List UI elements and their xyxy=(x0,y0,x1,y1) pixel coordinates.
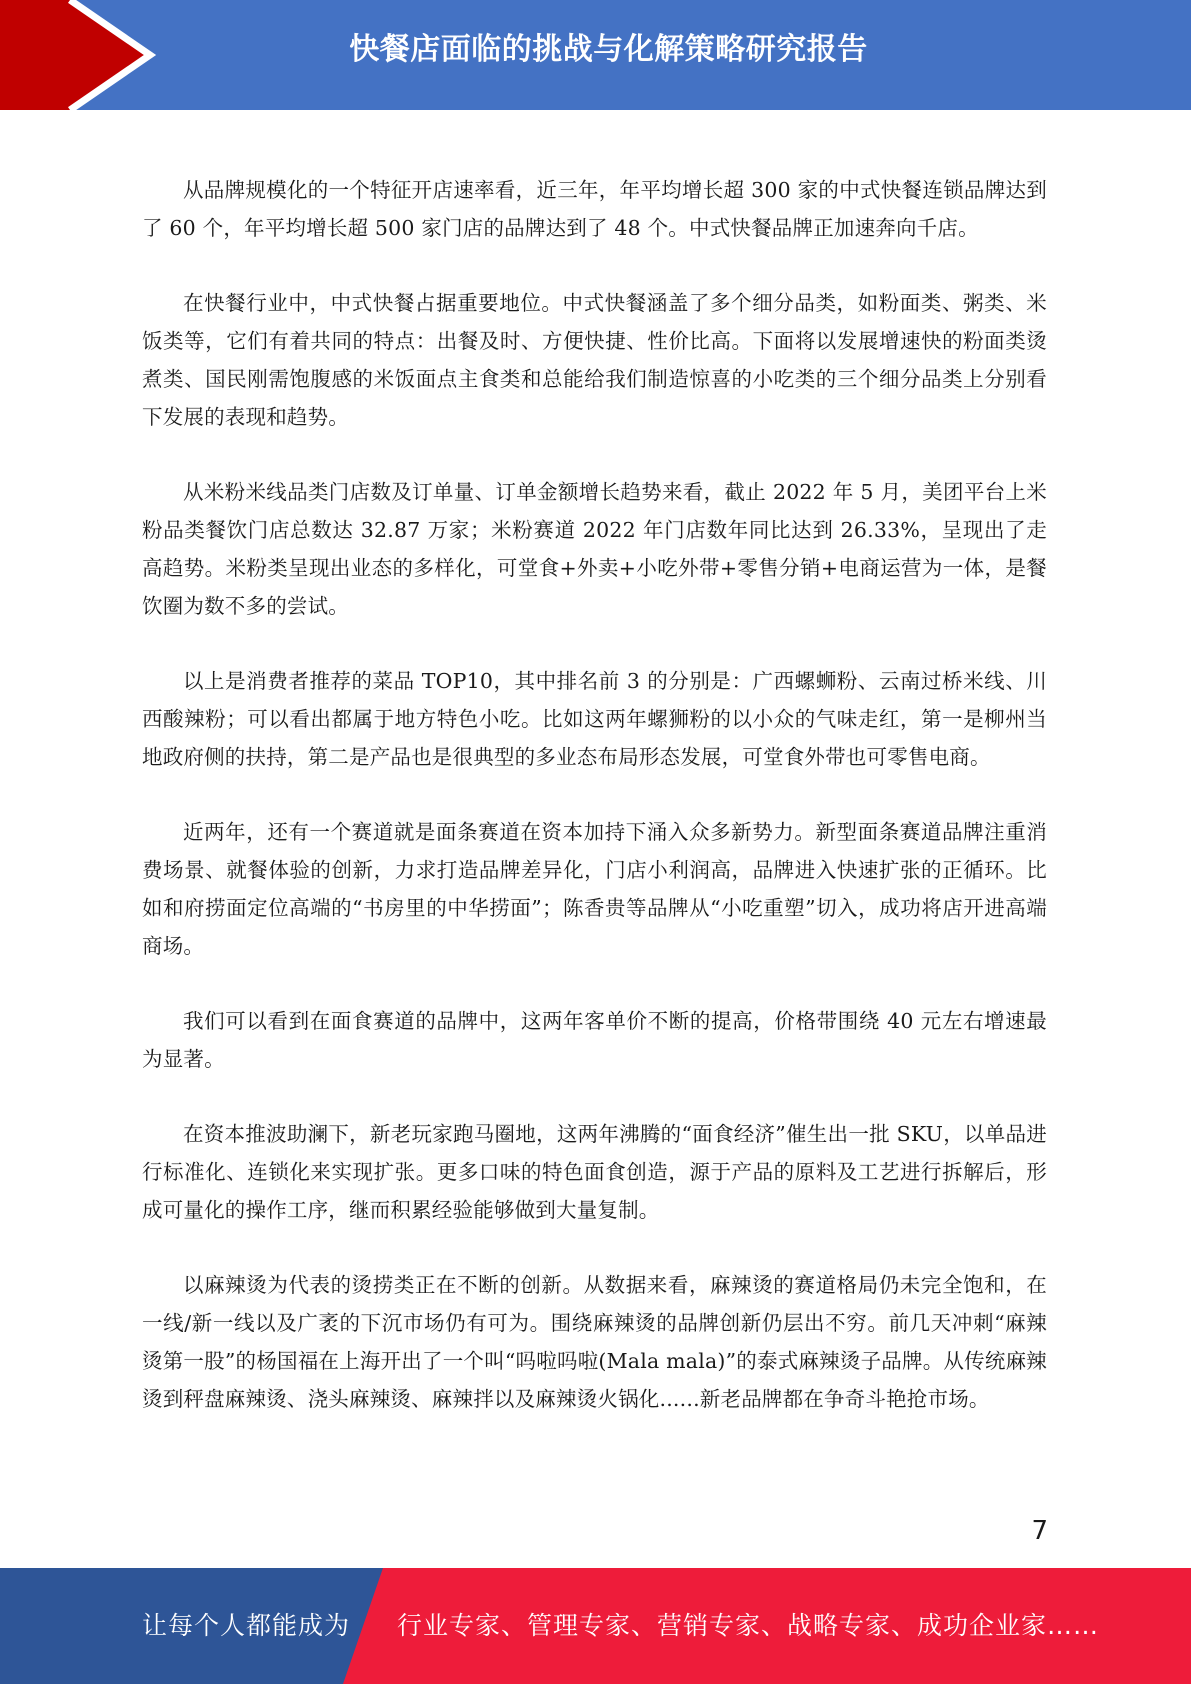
paragraph: 在快餐行业中，中式快餐占据重要地位。中式快餐涵盖了多个细分品类，如粉面类、粥类、米饭类等，它们有着共同的特点：出餐及时、方便快捷、性价比高。下面将以发展增速快的粉面类烫煮类、国民刚需饱腹感的米饭面点主食类和总能给我们制造惊喜的小吃类的三个细分品类上分别看下发展的表现和趋势。 xyxy=(142,291,1047,429)
paragraph: 我们可以看到在面食赛道的品牌中，这两年客单价不断的提高，价格带围绕 40 元左右增速最为显著。 xyxy=(142,1009,1047,1071)
paragraph: 在资本推波助澜下，新老玩家跑马圈地，这两年沸腾的“面食经济”催生出一批 SKU，以单品进行标准化、连锁化来实现扩张。更多口味的特色面食创造，源于产品的原料及工艺进行拆解后，形成可量化的操作工序，继而积累经验能够做到大量复制。 xyxy=(142,1122,1047,1222)
report-body xyxy=(142,171,1047,1455)
paragraph: 从米粉米线品类门店数及订单量、订单金额增长趋势来看，截止 2022 年 5 月，美团平台上米粉品类餐饮门店总数达 32.87 万家；米粉赛道 2022 年门店数年同比达到 26.33%，呈现出了走高趋势。米粉类呈现出业态的多样化，可堂食+外卖+小吃外带+零售分销+电商运营为一体，是餐饮圈为数不多的尝试。 xyxy=(142,480,1047,618)
page-number: 7 xyxy=(1031,1516,1048,1546)
page-footer xyxy=(0,1568,1191,1684)
page-header xyxy=(0,0,1191,110)
paragraph: 近两年，还有一个赛道就是面条赛道在资本加持下涌入众多新势力。新型面条赛道品牌注重消费场景、就餐体验的创新，力求打造品牌差异化，门店小利润高，品牌进入快速扩张的正循环。比如和府捞面定位高端的“书房里的中华捞面”；陈香贵等品牌从“小吃重塑”切入，成功将店开进高端商场。 xyxy=(142,820,1047,958)
footer-slogan-left: 让每个人都能成为 xyxy=(142,1611,351,1640)
paragraph: 从品牌规模化的一个特征开店速率看，近三年，年平均增长超 300 家的中式快餐连锁品牌达到了 60 个，年平均增长超 500 家门店的品牌达到了 48 个。中式快餐品牌正加速奔向千店。 xyxy=(142,178,1047,240)
paragraph: 以上是消费者推荐的菜品 TOP10，其中排名前 3 的分别是：广西螺蛳粉、云南过桥米线、川西酸辣粉；可以看出都属于地方特色小吃。比如这两年螺狮粉的以小众的气味走红，第一是柳州当地政府侧的扶持，第二是产品也是很典型的多业态布局形态发展，可堂食外带也可零售电商。 xyxy=(142,669,1047,769)
report-title: 快餐店面临的挑战与化解策略研究报告 xyxy=(349,32,868,67)
paragraph: 以麻辣烫为代表的烫捞类正在不断的创新。从数据来看，麻辣烫的赛道格局仍未完全饱和，在一线/新一线以及广袤的下沉市场仍有可为。围绕麻辣烫的品牌创新仍层出不穷。前几天冲刺“麻辣烫第一股”的杨国福在上海开出了一个叫“吗啦吗啦(Mala mala)”的泰式麻辣烫子品牌。从传统麻辣烫到秤盘麻辣烫、浇头麻辣烫、麻辣拌以及麻辣烫火锅化......新老品牌都在争奇斗艳抢市场。 xyxy=(142,1273,1047,1411)
footer-slogan-right: 行业专家、管理专家、营销专家、战略专家、成功企业家…… xyxy=(397,1611,1100,1640)
